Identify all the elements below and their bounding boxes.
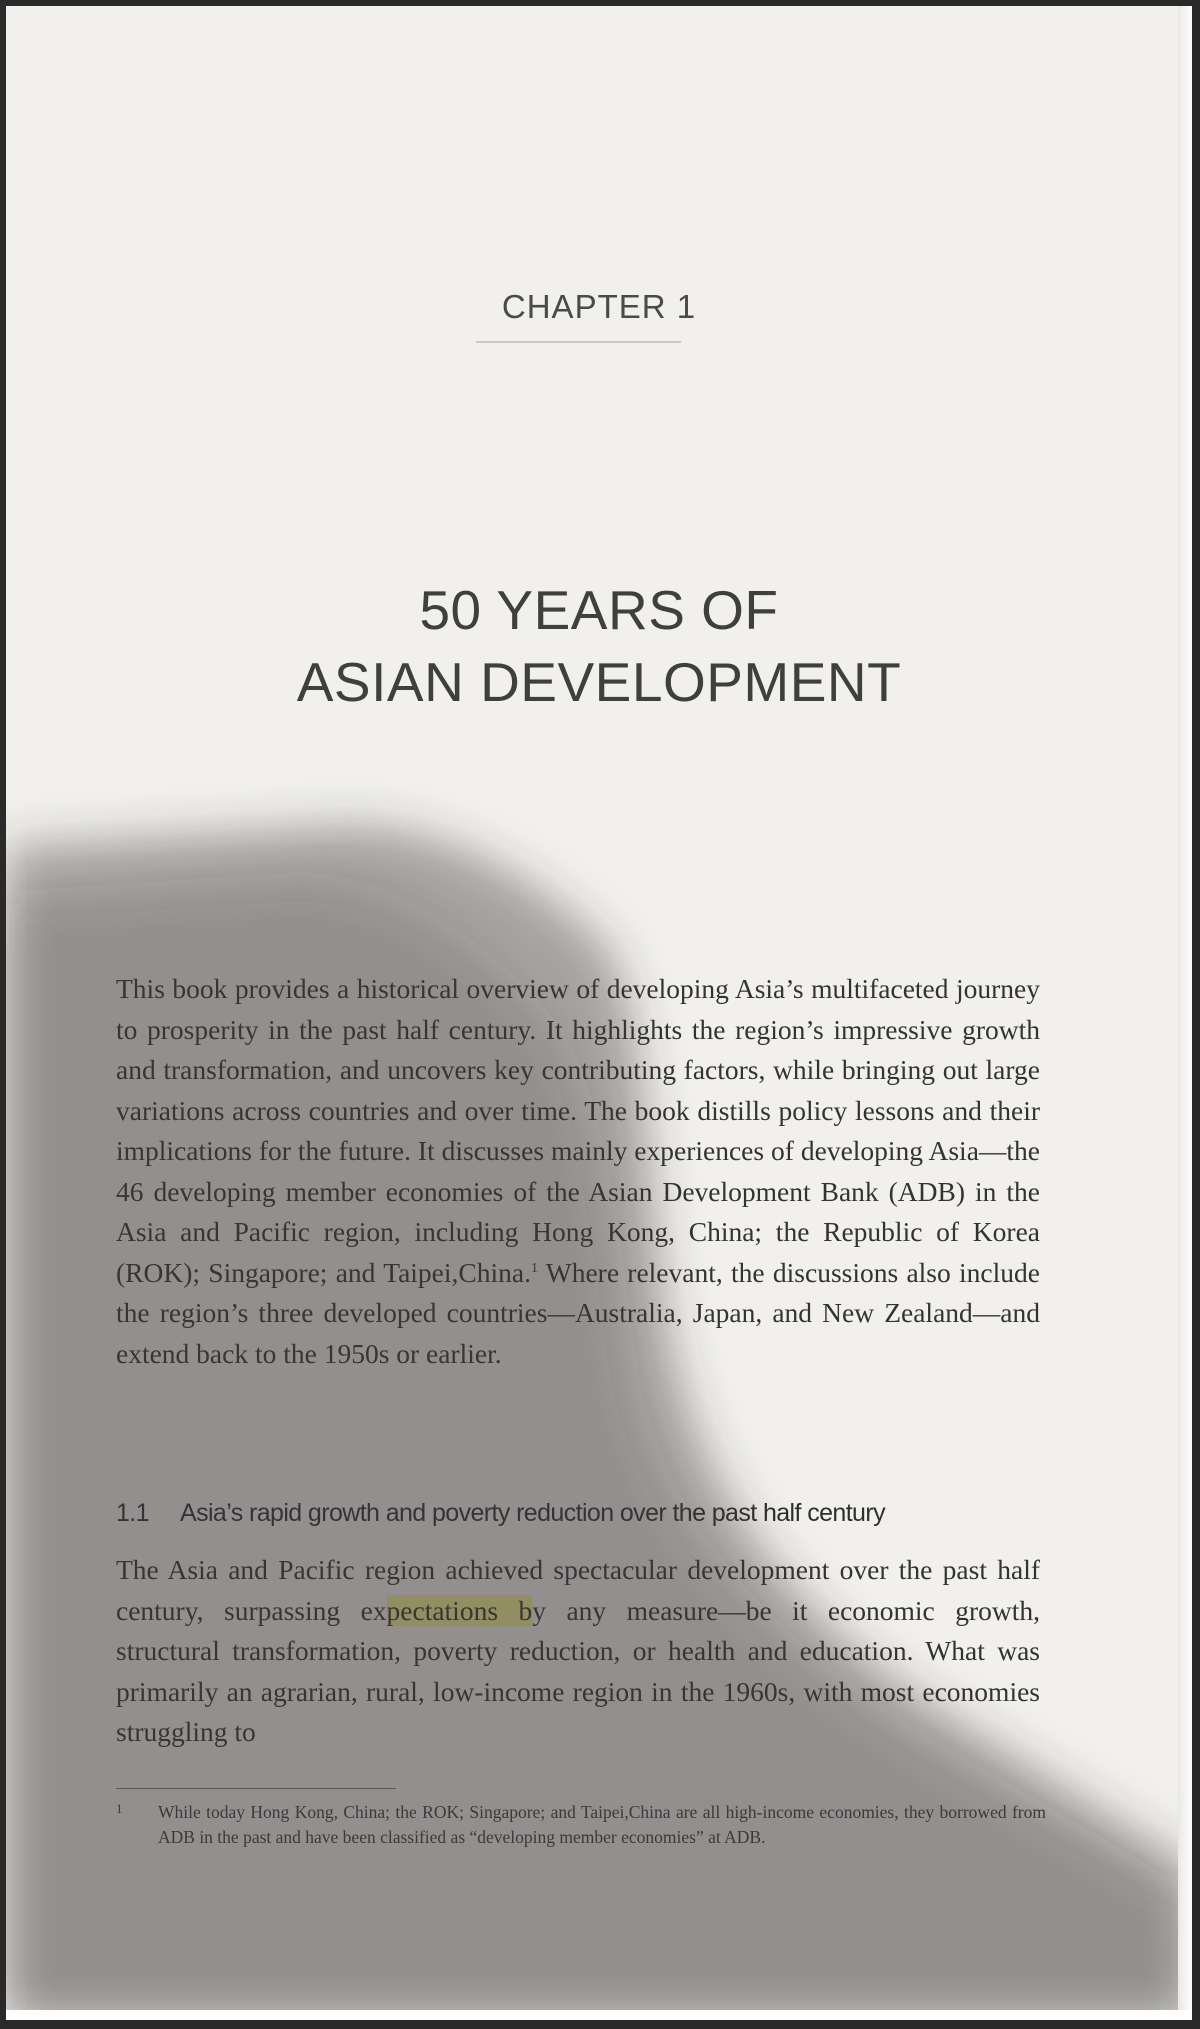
section-paragraph-text-continued: y any measure—be it economic growth, structural transformation, poverty reduction, or health and education. What was primarily an agrarian, rural, low-income region in the 1960s, with most economies struggling to [116, 1594, 1040, 1747]
footnote [116, 1800, 1046, 1850]
footnote-divider [116, 1788, 396, 1789]
section-number: 1.1 [116, 1499, 149, 1527]
footnote-reference[interactable]: 1 [530, 1260, 538, 1276]
section-title: Asia’s rapid growth and poverty reduction over the past half century [180, 1499, 885, 1527]
chapter-title-line-1: 50 YEARS OF [419, 579, 779, 641]
book-page [6, 6, 1192, 2020]
chapter-title [6, 574, 1192, 718]
footnote-text: While today Hong Kong, China; the ROK; Singapore; and Taipei,China are all high-income economies, they borrowed from ADB in the past and have been classified as “developing member economies” at ADB. [158, 1802, 1046, 1847]
section-heading [116, 1499, 1056, 1528]
chapter-divider [476, 341, 681, 343]
intro-paragraph-text-continued: Where relevant, the discussions also include the region’s three developed countries—Australia, Japan, and New Zealand—and extend back to the 1950s or earlier. [116, 1256, 1040, 1369]
intro-paragraph-text: This book provides a historical overview of developing Asia’s multifaceted journey to prosperity in the past half century. It highlights the region’s impressive growth and transformation, and uncovers key contributing factors, while bringing out large variations across countries and over time. The book distills policy lessons and their implications for the future. It discusses mainly experiences of developing Asia—the 46 developing member economies of the Asian Development Bank (ADB) in the Asia and Pacific region, including Hong Kong, China; the Republic of Korea (ROK); Singapore; and Taipei,China. [116, 973, 1040, 1288]
highlighted-text[interactable]: pectations b [386, 1594, 533, 1626]
section-paragraph-text: The Asia and Pacific region achieved spectacular development over the past half century, surpassing ex [116, 1554, 1040, 1626]
chapter-label: CHAPTER 1 [501, 288, 697, 325]
intro-paragraph [116, 969, 1040, 1374]
section-paragraph [116, 1550, 1040, 1753]
footnote-mark: 1 [116, 1801, 123, 1816]
chapter-title-line-2: ASIAN DEVELOPMENT [296, 651, 902, 713]
page-bottom-edge [6, 2010, 1192, 2020]
page-edge [1178, 6, 1192, 2020]
